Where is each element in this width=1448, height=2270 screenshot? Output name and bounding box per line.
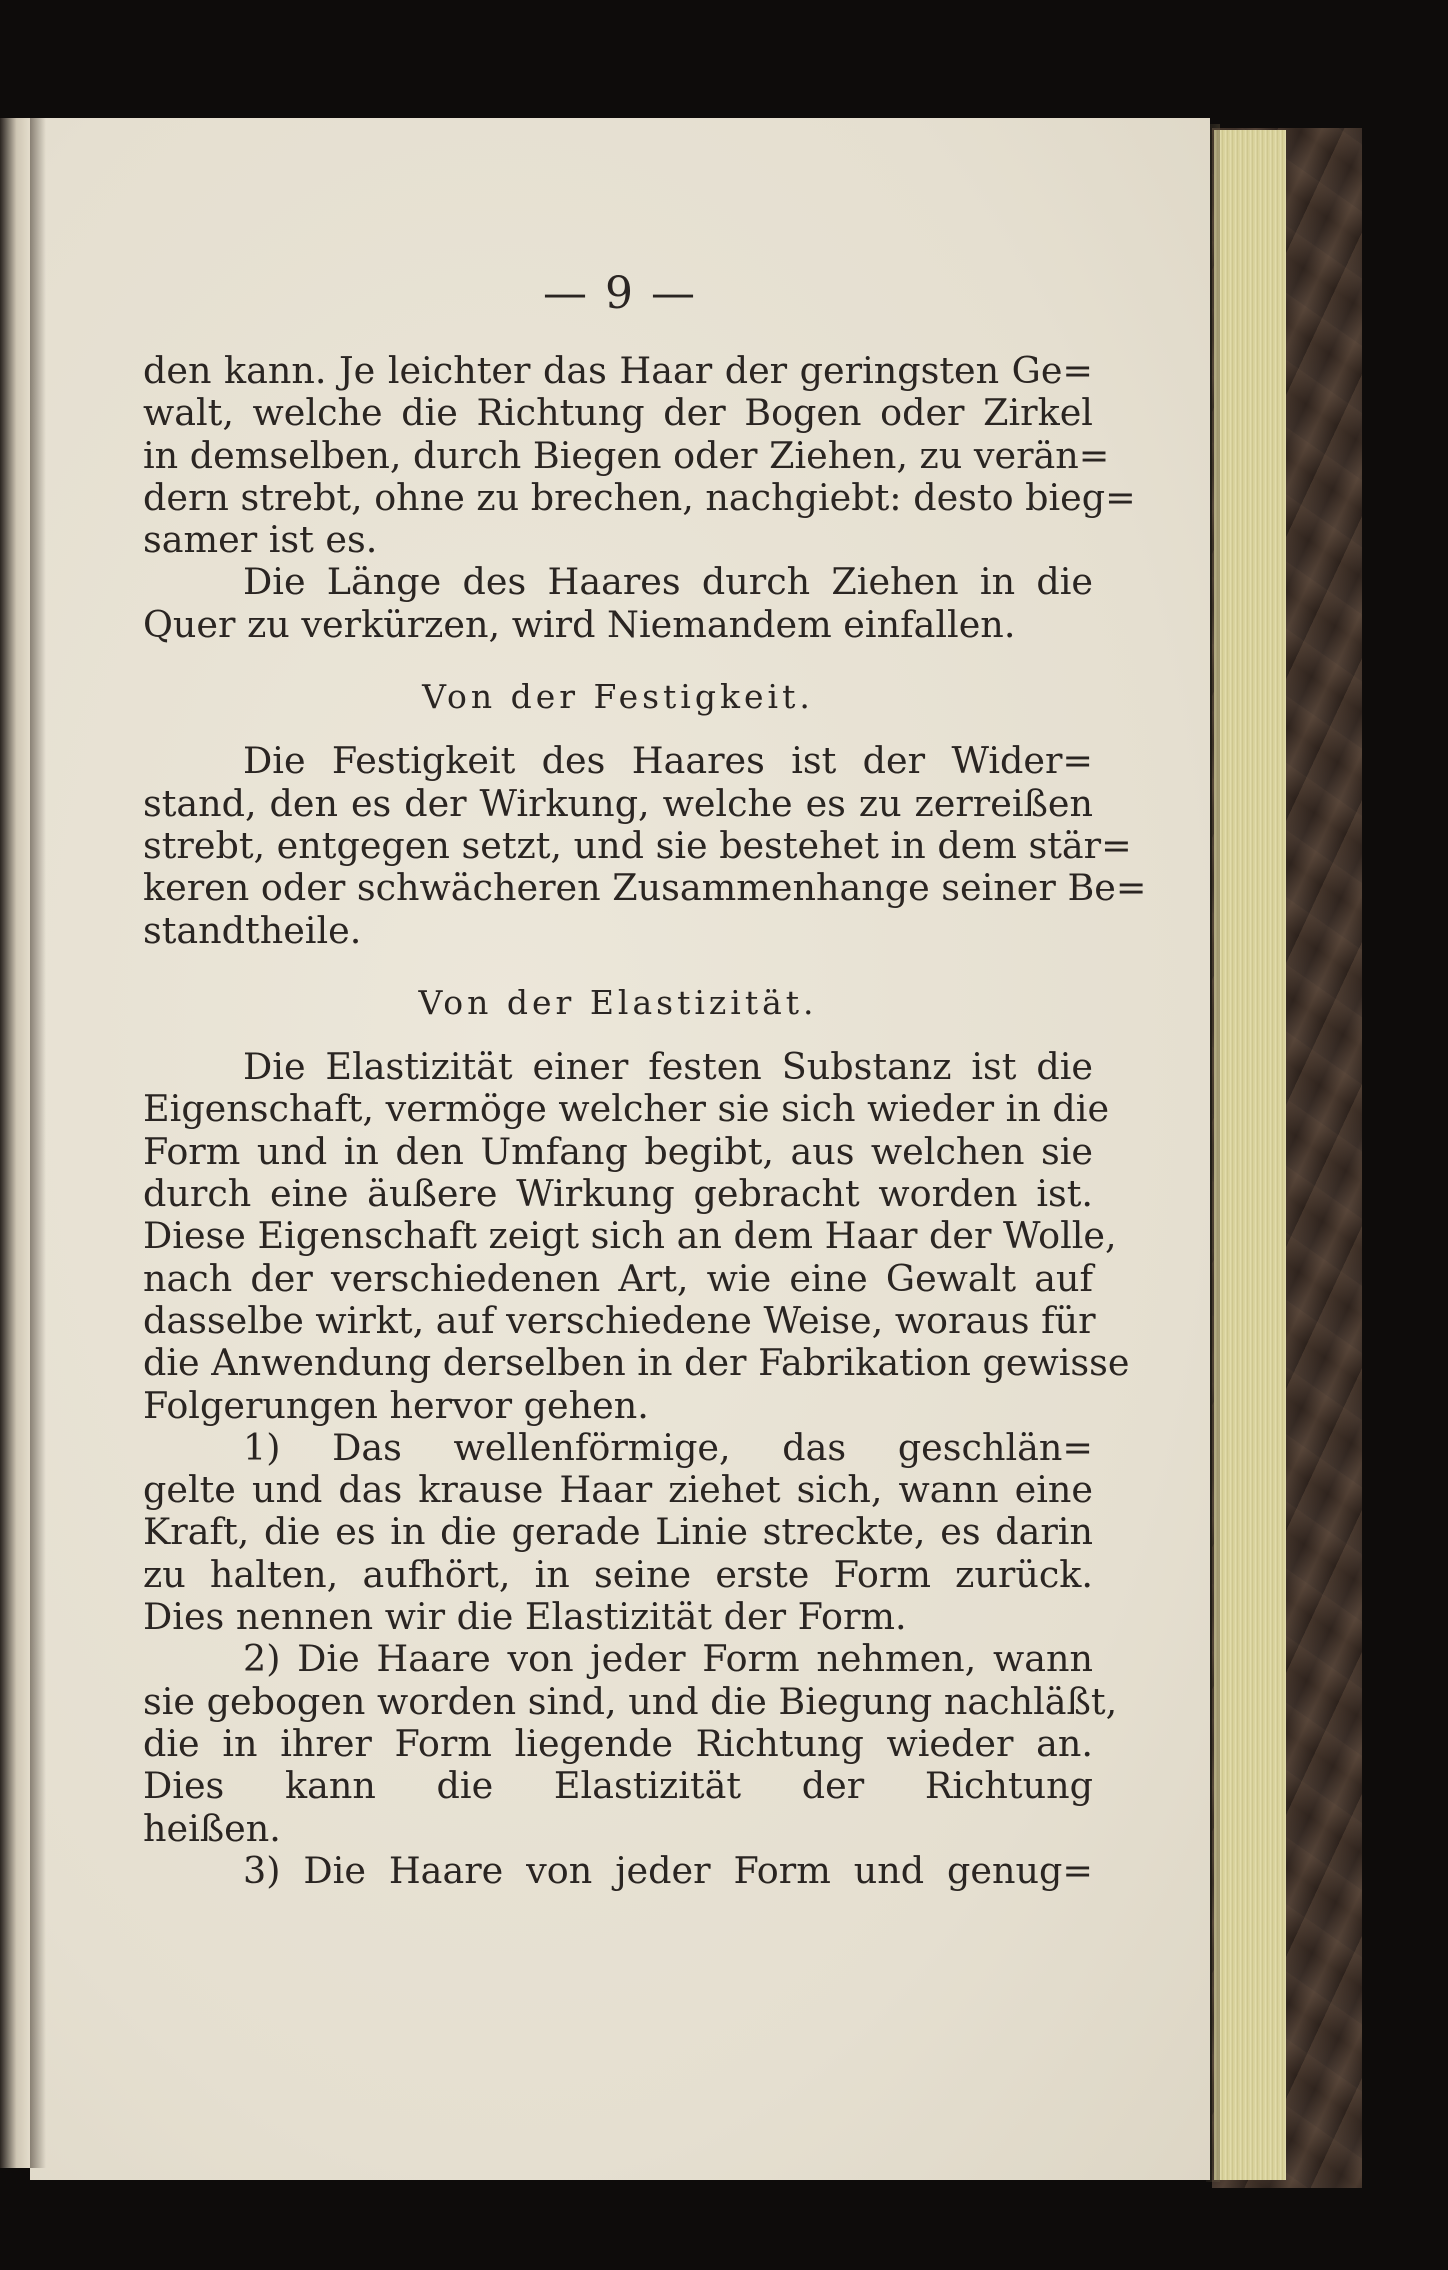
text-line: stand, den es der Wirkung, welche es zu zerreißen xyxy=(143,781,1093,825)
book-page xyxy=(30,118,1210,2180)
page-text xyxy=(143,349,1147,1892)
text-line: standtheile. xyxy=(143,908,362,952)
page-block-edge xyxy=(1214,130,1286,2180)
text-line: Form und in den Umfang begibt, aus welchen sie xyxy=(143,1129,1093,1173)
text-line: Dies kann die Elastizität der Richtung xyxy=(143,1764,1093,1808)
left-page-edge xyxy=(0,118,30,2168)
text-line: zu halten, aufhört, in seine erste Form zurück. xyxy=(143,1552,1093,1596)
section-heading: Von der Elastizität. xyxy=(418,982,818,1022)
text-line: den kann. Je leichter das Haar der geringsten Ge= xyxy=(143,349,1093,392)
text-line: sie gebogen worden sind, und die Biegung nachläßt, xyxy=(143,1679,1118,1723)
text-line: in demselben, durch Biegen oder Ziehen, zu verän= xyxy=(143,433,1110,477)
text-line: dern strebt, ohne zu brechen, nachgiebt: desto bieg= xyxy=(143,475,1136,519)
text-line: samer ist es. xyxy=(143,518,378,562)
text-line: nach der verschiedenen Art, wie eine Gewalt auf xyxy=(143,1256,1093,1300)
text-line: gelte und das krause Haar ziehet sich, wann eine xyxy=(143,1468,1093,1512)
text-line: Dies nennen wir die Elastizität der Form. xyxy=(143,1595,907,1639)
text-line: Die Festigkeit des Haares ist der Wider= xyxy=(243,739,1093,783)
text-line: Eigenschaft, vermöge welcher sie sich wieder in die xyxy=(143,1087,1110,1131)
text-line: 1) Das wellenförmige, das geschlän= xyxy=(243,1425,1093,1469)
text-line: durch eine äußere Wirkung gebracht worden ist. xyxy=(143,1172,1093,1216)
text-line: 2) Die Haare von jeder Form nehmen, wann xyxy=(243,1637,1093,1681)
spine-shadow xyxy=(30,118,46,2168)
text-line: dasselbe wirkt, auf verschiedene Weise, woraus für xyxy=(143,1298,1096,1342)
text-line: keren oder schwächeren Zusammenhange seiner Be= xyxy=(143,866,1147,910)
text-line: 3) Die Haare von jeder Form und genug= xyxy=(243,1848,1093,1892)
section-heading: Von der Festigkeit. xyxy=(422,677,814,717)
page-number: — 9 — xyxy=(543,268,697,319)
text-line: strebt, entgegen setzt, und sie bestehet in dem stär= xyxy=(143,823,1132,867)
text-line: die Anwendung derselben in der Fabrikation gewisse xyxy=(143,1341,1130,1385)
text-line: Folgerungen hervor gehen. xyxy=(143,1383,649,1427)
text-line: heißen. xyxy=(143,1806,281,1850)
text-line: Die Elastizität einer festen Substanz ist die xyxy=(243,1045,1093,1089)
text-line: Die Länge des Haares durch Ziehen in die xyxy=(243,560,1093,604)
text-line: Quer zu verkürzen, wird Niemandem einfallen. xyxy=(143,602,1016,646)
text-line: die in ihrer Form liegende Richtung wieder an. xyxy=(143,1721,1093,1765)
text-line: Kraft, die es in die gerade Linie streckte, es darin xyxy=(143,1510,1093,1554)
text-line: walt, welche die Richtung der Bogen oder Zirkel xyxy=(143,391,1093,435)
text-line: Diese Eigenschaft zeigt sich an dem Haar der Wolle, xyxy=(143,1214,1117,1258)
